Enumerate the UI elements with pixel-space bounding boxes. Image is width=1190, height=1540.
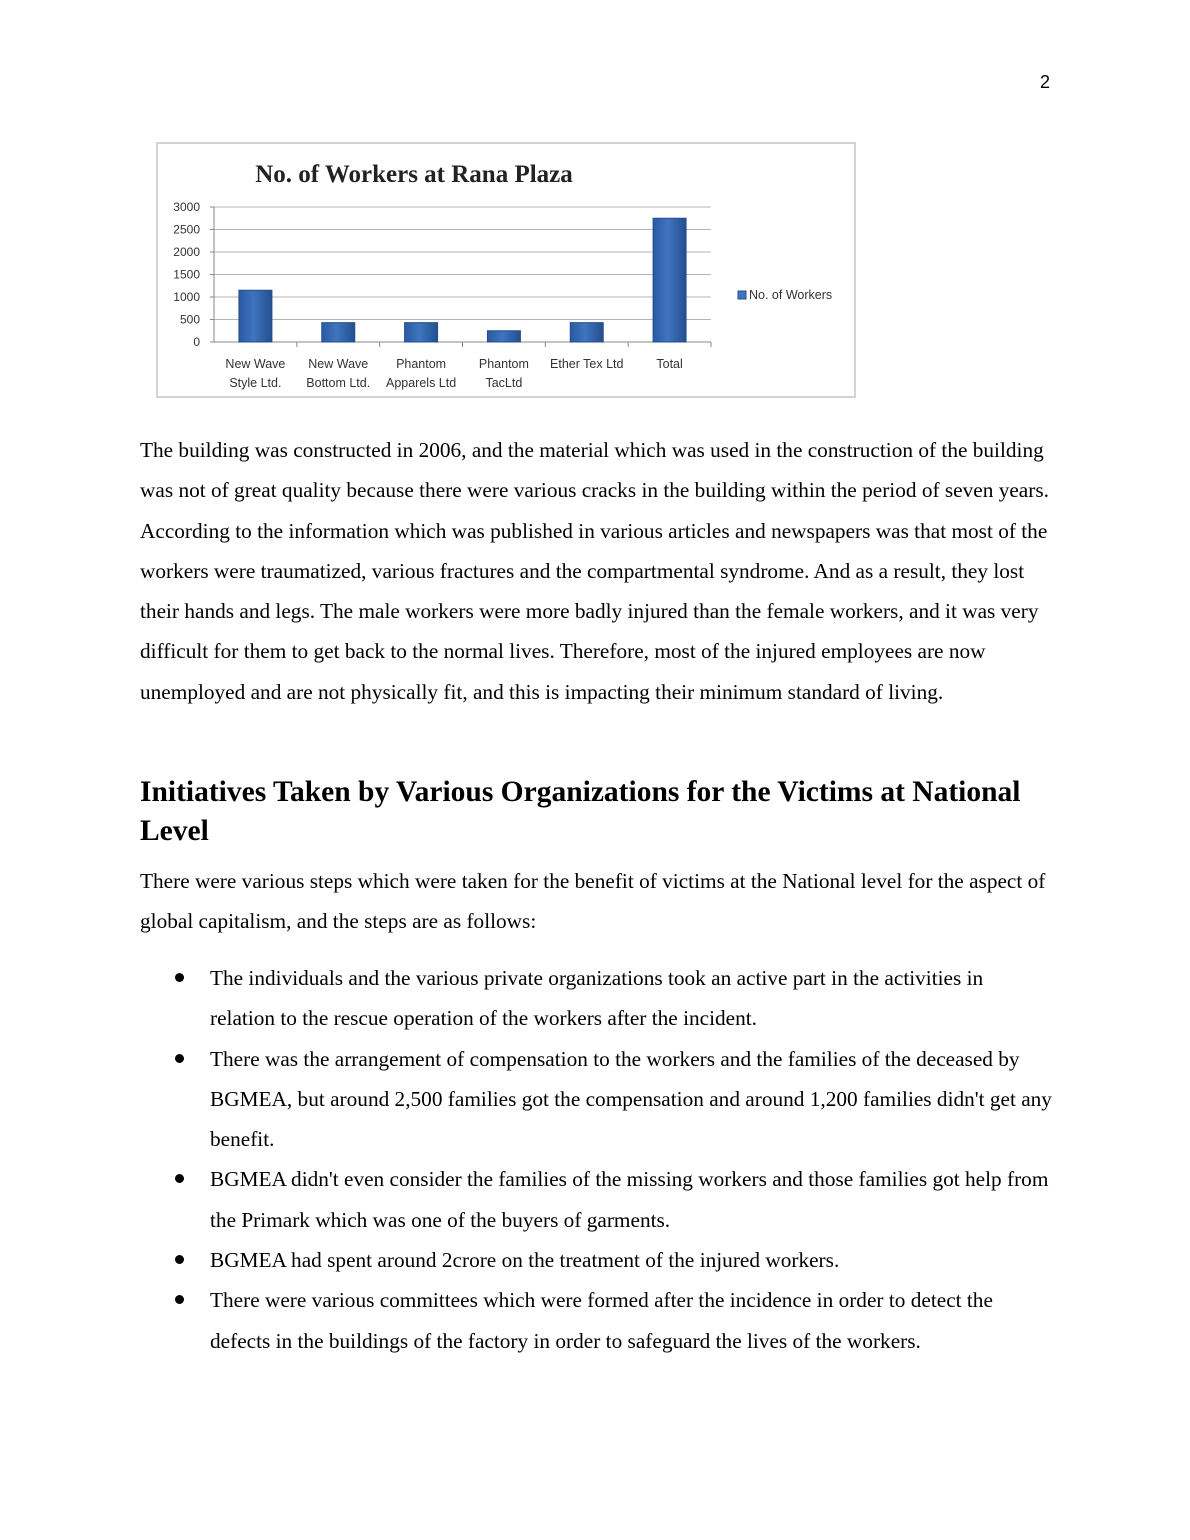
legend-label: No. of Workers (749, 288, 833, 302)
list-item-text: There were various committees which were formed after the incidence in order to detect the defects in the buildings of the factory in order to safeguard the lives of the workers. (210, 1288, 993, 1353)
x-tick-label: New Wave (308, 357, 369, 371)
x-tick-label: Style Ltd. (229, 376, 282, 390)
chart-canvas (158, 144, 858, 400)
x-tick-label: Ether Tex Ltd (550, 357, 624, 371)
steps-list (140, 958, 1052, 1361)
steps-intro-paragraph: There were various steps which were taken for the benefit of victims at the National level for the aspect of global capitalism, and the steps are as follows: (140, 869, 1046, 934)
list-item (140, 1240, 1052, 1280)
bullet-icon (175, 973, 184, 982)
x-tick-label: Total (656, 357, 683, 371)
x-tick-label: Phantom (478, 357, 529, 371)
chart-title: No. of Workers at Rana Plaza (255, 161, 573, 188)
list-item-text: The individuals and the various private organizations took an active part in the activities in relation to the rescue operation of the workers after the incident. (210, 966, 984, 1031)
intro-paragraph: The building was constructed in 2006, and the material which was used in the construction of the building was not of great quality because there were various cracks in the building within the period of seven years. According to the information which was published in various articles and newspapers was that most of the workers were traumatized, various fractures and the compartmental syndrome. And as a result, they lost their hands and legs. The male workers were more badly injured than the female workers, and it was very difficult for them to get back to the normal lives. Therefore, most of the injured employees are now unemployed and are not physically fit, and this is impacting their minimum standard of living. (140, 438, 1049, 704)
y-tick-label: 3000 (173, 200, 200, 214)
list-item (140, 958, 1052, 1039)
x-tick-label: New Wave (225, 357, 286, 371)
list-item (140, 1039, 1052, 1160)
bar (322, 323, 355, 342)
y-tick-label: 0 (193, 335, 200, 349)
bar (653, 218, 686, 342)
x-tick-label: Bottom Ltd. (306, 376, 371, 390)
bar (570, 323, 603, 342)
bar (487, 331, 520, 342)
y-tick-label: 2000 (173, 245, 200, 259)
workers-bar-chart (156, 142, 856, 398)
legend-swatch (738, 291, 746, 299)
bullet-icon (175, 1255, 184, 1264)
section-heading: Initiatives Taken by Various Organizations for the Victims at National Level (140, 776, 1021, 847)
bar (405, 323, 438, 342)
y-tick-label: 1000 (173, 290, 200, 304)
bullet-icon (175, 1054, 184, 1063)
x-tick-label: TacLtd (485, 376, 523, 390)
list-item-text: There was the arrangement of compensation to the workers and the families of the deceased by BGMEA, but around 2,500 families got the compensation and around 1,200 families didn't get any benefit. (210, 1046, 1052, 1152)
x-tick-label: Phantom (396, 357, 447, 371)
page-number: 2 (1039, 72, 1050, 92)
list-item (140, 1159, 1052, 1240)
bar (239, 290, 272, 342)
bullet-icon (175, 1295, 184, 1304)
x-tick-label: Apparels Ltd (385, 376, 457, 390)
list-item-text: BGMEA had spent around 2crore on the treatment of the injured workers. (210, 1248, 840, 1273)
list-item-text: BGMEA didn't even consider the families of the missing workers and those families got help from the Primark which was one of the buyers of garments. (210, 1167, 1049, 1232)
y-tick-label: 2500 (173, 222, 200, 237)
bullet-icon (175, 1174, 184, 1183)
list-item (140, 1280, 1052, 1361)
y-tick-label: 500 (179, 312, 200, 327)
y-tick-label: 1500 (173, 267, 200, 282)
